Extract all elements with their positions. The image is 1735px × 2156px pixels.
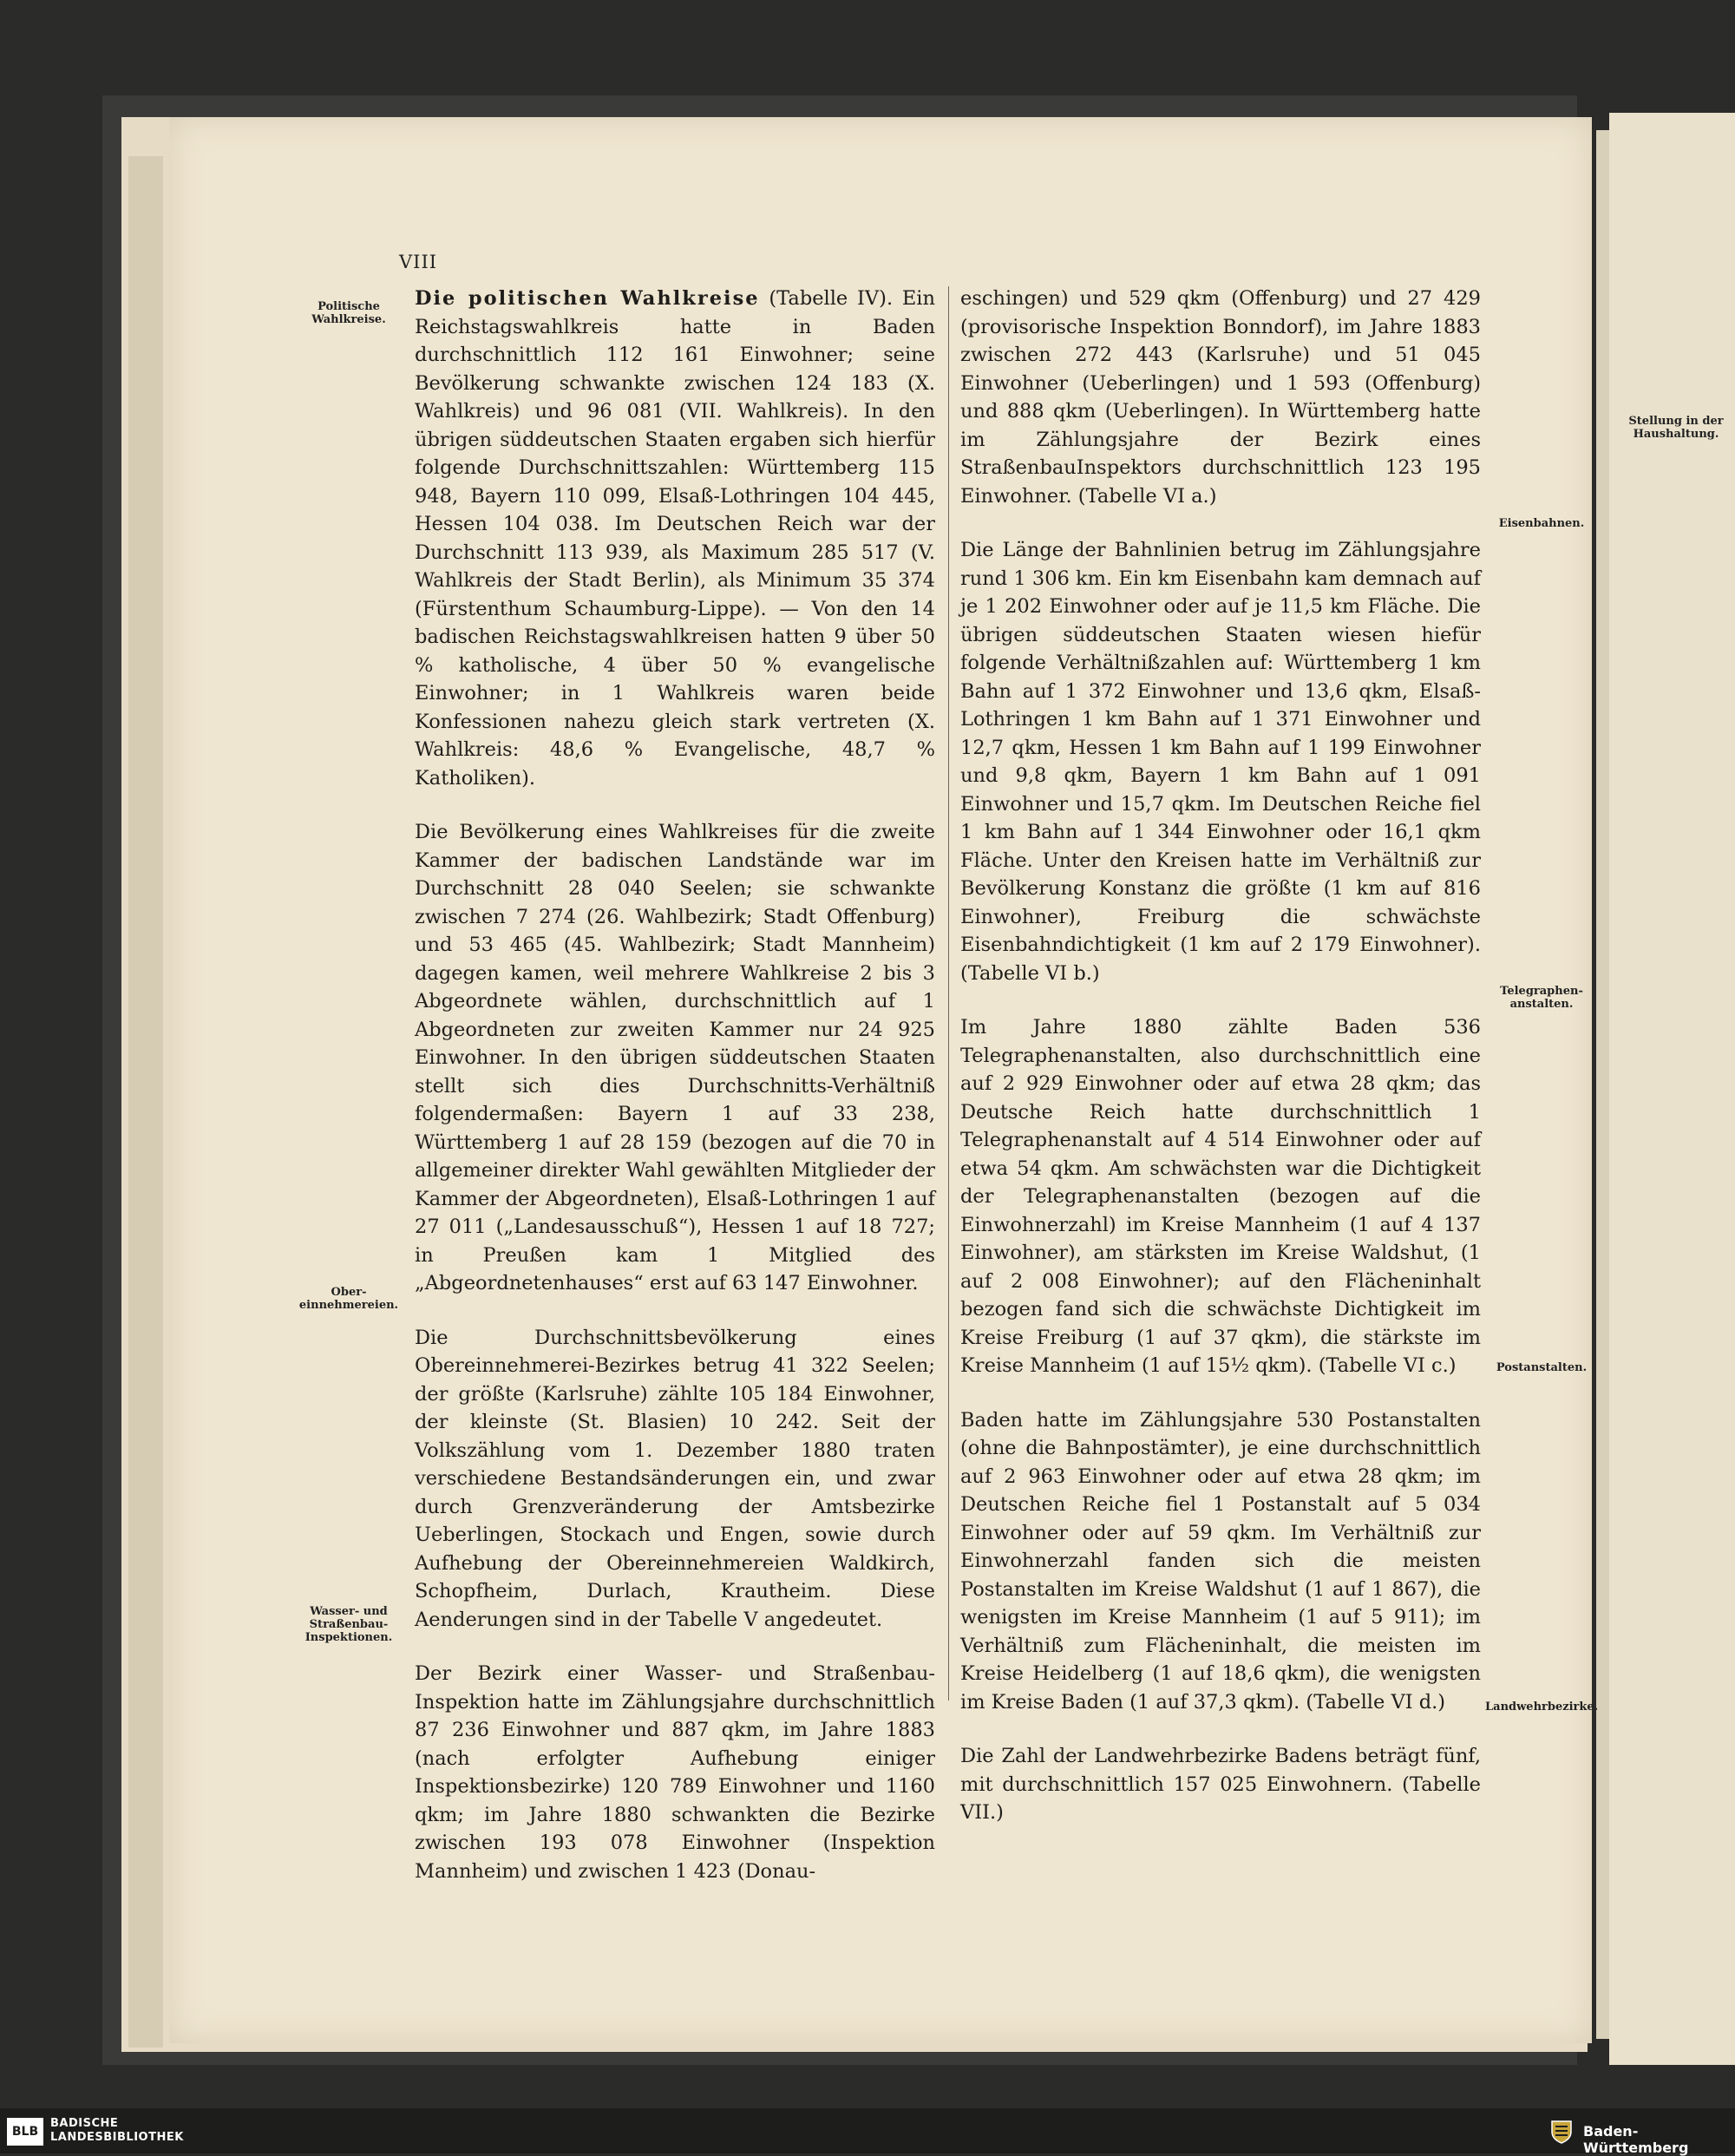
next-page — [1609, 113, 1735, 2065]
margin-note-wasser-strassenbau: Wasser- und Straßenbau-Inspektionen. — [304, 1605, 393, 1644]
paragraph-eisenbahnen: Die Länge der Bahnlinien betrug im Zählungsjahre rund 1 306 km. Ein km Eisenbahn kam demnach auf je 1 202 Einwohner oder auf je 11,5 km Fläche. Die übrigen süddeutschen Staaten wiesen hiefür folgende Verhältnißzahlen auf: Württemberg 1 km Bahn auf 1 372 Einwohner und 13,6 qkm, Elsaß-Lothringen 1 km Bahn auf 1 371 Einwohner und 12,7 qkm, Hessen 1 km Bahn auf 1 199 Einwohner und 9,8 qkm, Bayern 1 km Bahn auf 1 091 Einwohner und 15,7 qkm. Im Deutschen Reiche fiel 1 km Bahn auf 1 344 Einwohner oder 16,1 qkm Fläche. Unter den Kreisen hatte im Verhältniß zur Bevölkerung Konstanz die größte (1 km auf 816 Einwohner), Freiburg die schwächste Eisenbahndichtigkeit (1 km auf 2 179 Einwohner). (Tabelle VI b.) — [960, 539, 1481, 985]
column-divider — [948, 286, 949, 1701]
paragraph-text: (Tabelle IV). Ein Reichstagswahlkreis hatte in Baden durchschnittlich 112 161 Einwohner; seine Bevölkerung schwankte zwischen 124 183 (X. Wahlkreis) und 96 081 (VII. Wahlkreis). In den übrigen süddeutschen Staaten ergaben sich hierfür folgende Durchschnittszahlen: Württemberg 115 948, Bayern 110 099, Elsaß-Lothringen 104 445, Hessen 104 038. Im Deutschen Reich war der Durchschnitt 113 939, als Maximum 285 517 (V. Wahlkreis der Stadt Berlin), als Minimum 35 374 (Fürstenthum Schaumburg-Lippe). — Von den 14 badischen Reichstagswahlkreisen hatten 9 über 50 % katholische, 4 über 50 % evangelische Einwohner; in 1 Wahlkreis waren beide Konfessionen nahezu gleich stark vertreten (X. Wahlkreis: 48,6 % Evangelische, 48,7 % Katholiken). — [415, 287, 935, 790]
margin-note-obereinnehmereien: Ober-einnehmereien. — [298, 1286, 399, 1312]
paragraph-landwehrbezirke: Die Zahl der Landwehrbezirke Badens beträgt fünf, mit durchschnittlich 157 025 Einwohnern. (Tabelle VII.) — [960, 1745, 1481, 1824]
margin-note-landwehrbezirke: Landwehrbezirke. — [1485, 1701, 1599, 1714]
margin-note-postanstalten: Postanstalten. — [1496, 1361, 1588, 1374]
left-column — [415, 285, 935, 1885]
right-column — [960, 285, 1481, 1827]
blb-name-line1: BADISCHE — [50, 2117, 119, 2130]
blb-logo[interactable]: BLB — [7, 2118, 43, 2146]
paragraph-postanstalten: Baden hatte im Zählungsjahre 530 Postanstalten (ohne die Bahnpostämter), je eine durchschnittlich auf 2 963 Einwohner oder auf etwa 28 qkm; im Deutschen Reiche fiel 1 Postanstalt auf 5 034 Einwohner oder auf 59 qkm. Im Verhältniß zur Einwohnerzahl fanden sich die meisten Postanstalten im Kreise Waldshut (1 auf 1 867), die wenigsten im Kreise Mannheim (1 auf 5 911); im Verhältniß zum Flächeninhalt, die meisten im Kreise Heidelberg (1 auf 18,6 qkm), die wenigsten im Kreise Baden (1 auf 37,3 qkm). (Tabelle VI d.) — [960, 1408, 1481, 1714]
margin-note-stellung-haushaltung: Stellung in der Haushaltung. — [1628, 415, 1724, 441]
margin-note-telegraphenanstalten: Telegraphen-anstalten. — [1500, 985, 1583, 1011]
blb-name-line2: LANDESBIBLIOTHEK — [50, 2131, 184, 2144]
paragraph-landstaende: Die Bevölkerung eines Wahlkreises für die zweite Kammer der badischen Landstände war im Durchschnitt 28 040 Seelen; sie schwankte zwischen 7 274 (26. Wahlbezirk; Stadt Offenburg) und 53 465 (45. Wahlbezirk; Stadt Mannheim) dagegen kamen, weil mehrere Wahlkreise 2 bis 3 Abgeordnete wählen, durchschnittlich auf 1 Abgeordneten zur zweiten Kammer nur 24 925 Einwohner. In den übrigen süddeutschen Staaten stellt sich dies Durchschnitts-Verhältniß folgendermaßen: Bayern 1 auf 33 238, Württemberg 1 auf 28 159 (bezogen auf die 70 in allgemeiner direkter Wahl gewählten Mitglieder der Kammer der Abgeordneten), Elsaß-Lothringen 1 auf 27 011 („Landesausschuß“), Hessen 1 auf 18 727; in Preußen kam 1 Mitglied des „Abgeordnetenhauses“ erst auf 63 147 Einwohner. — [415, 821, 935, 1294]
spine-strip — [128, 156, 163, 2048]
paragraph-inspektion-continued: eschingen) und 529 qkm (Offenburg) und 27 429 (provisorische Inspektion Bonndorf), im Jahre 1883 zwischen 272 443 (Karlsruhe) und 51 045 Einwohner (Ueberlingen) und 1 593 (Offenburg) und 888 qkm (Ueberlingen). In Württemberg hatte im Zählungsjahre der Bezirk eines StraßenbauInspektors durchschnittlich 123 195 Einwohner. (Tabelle VI a.) — [960, 287, 1481, 508]
page-number: VIII — [399, 252, 438, 272]
margin-note-politische-wahlkreise: Politische Wahlkreise. — [311, 300, 386, 326]
paragraph-telegraphen: Im Jahre 1880 zählte Baden 536 Telegraphenanstalten, also durchschnittlich eine auf 2 929 Einwohner oder auf etwa 28 qkm; das Deutsche Reich hatte durchschnittlich 1 Telegraphenanstalt auf 4 514 Einwohner oder auf etwa 54 qkm. Am schwächsten war die Dichtigkeit der Telegraphenanstalten (bezogen auf die Einwohnerzahl) im Kreise Mannheim (1 auf 4 137 Einwohner), am stärksten im Kreise Waldshut, (1 auf 2 008 Einwohner); auf den Flächeninhalt bezogen fand sich die schwächste Dichtigkeit im Kreise Freiburg (1 auf 37 qkm), die stärkste im Kreise Mannheim (1 auf 15½ qkm). (Tabelle VI c.) — [960, 1016, 1481, 1377]
margin-note-eisenbahnen: Eisenbahnen. — [1498, 517, 1585, 530]
section-lead: Die politischen Wahlkreise — [415, 287, 760, 310]
viewer-footer — [0, 2108, 1735, 2156]
next-page-edge — [1596, 130, 1610, 2039]
baden-wuerttemberg-crest-icon — [1548, 2119, 1575, 2145]
paragraph-obereinnehmereien: Die Durchschnittsbevölkerung eines Obereinnehmerei-Bezirkes betrug 41 322 Seelen; der größte (Karlsruhe) zählte 105 184 Einwohner, der kleinste (St. Blasien) 10 242. Seit der Volkszählung vom 1. Dezember 1880 traten verschiedene Bestandsänderungen ein, und zwar durch Grenzveränderung der Amtsbezirke Ueberlingen, Stockach und Engen, sowie durch Aufhebung der Obereinnehmereien Waldkirch, Schopfheim, Durlach, Krautheim. Diese Aenderungen sind in der Tabelle V angedeutet. — [415, 1326, 935, 1631]
blb-name — [50, 2117, 184, 2145]
paragraph-politische-wahlkreise — [415, 285, 935, 792]
paragraph-wasser-strassenbau: Der Bezirk einer Wasser- und Straßenbau-Inspektion hatte im Zählungsjahre durchschnittlich 87 236 Einwohner und 887 qkm, im Jahre 1883 (nach erfolgter Aufhebung einiger Inspektionsbezirke) 120 789 Einwohner und 1160 qkm; im Jahre 1880 schwankten die Bezirke zwischen 193 078 Einwohner (Inspektion Mannheim) und zwischen 1 423 (Donau- — [415, 1662, 935, 1883]
baden-wuerttemberg-label[interactable]: Baden-Württemberg — [1583, 2123, 1689, 2156]
